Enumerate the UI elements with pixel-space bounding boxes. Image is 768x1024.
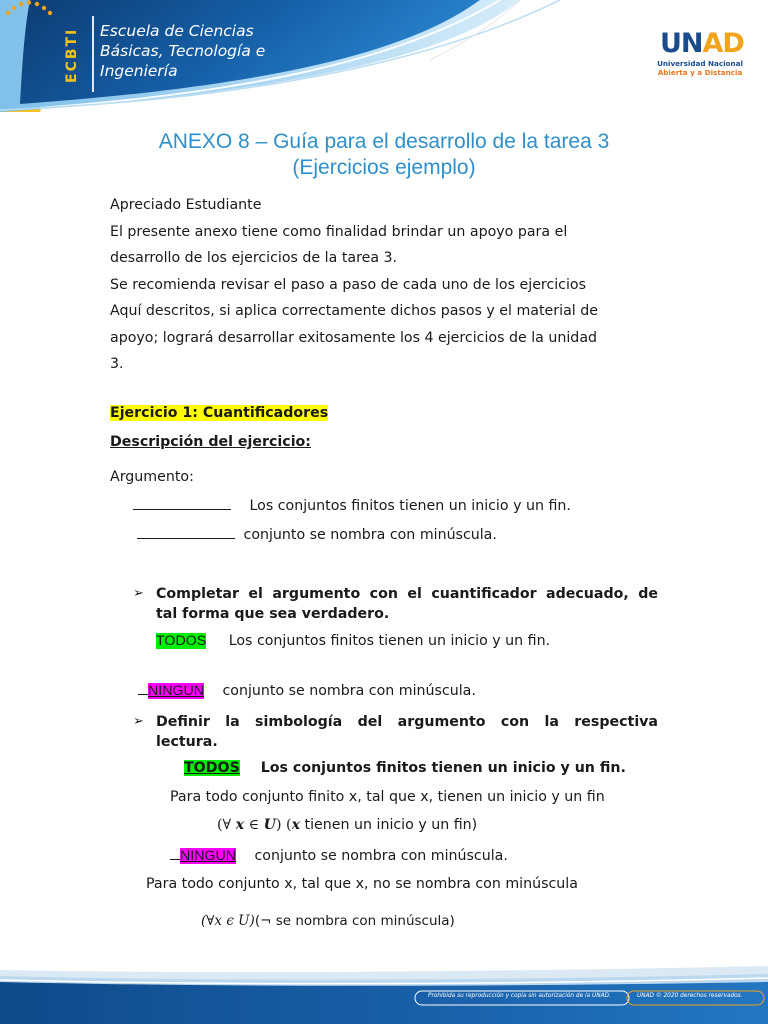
argument-line [137, 525, 497, 543]
instruction-bullet [156, 712, 658, 752]
intro-line: El presente anexo tiene como finalidad brindar un apoyo para el [110, 223, 568, 240]
answer-line [156, 633, 550, 649]
formula-line [217, 817, 477, 833]
formula-line [201, 913, 455, 929]
footer-copyright: UNAD © 2020 derechos reservados. [637, 993, 743, 999]
school-name-line: Ingeniería [100, 62, 178, 80]
formula-set: U [263, 817, 276, 833]
formula-part: ∈ [244, 817, 264, 833]
intro-paragraph [110, 192, 670, 378]
exercise-heading: Ejercicio 1: Cuantificadores [110, 405, 329, 421]
formula-part: ) ( [275, 817, 292, 833]
logo-text-accent: AD [702, 28, 744, 59]
intro-line: apoyo; logrará desarrollar exitosamente los 4 ejercicios de la unidad [110, 329, 598, 346]
blank-line [133, 496, 231, 510]
instruction-line: tal forma que sea verdadero. [156, 606, 390, 622]
unad-logo [660, 28, 744, 59]
formula-part: (∀ [217, 817, 236, 833]
quantifier-badge: NINGUN [148, 683, 204, 699]
answer-text: conjunto se nombra con minúscula. [222, 683, 476, 699]
arrow-bullet-icon: ➢ [133, 714, 144, 729]
answer-text: Los conjuntos finitos tienen un inicio y un fin. [228, 633, 551, 649]
formula-part: (¬ se nombra con minúscula) [254, 913, 455, 929]
exercise-subheading: Descripción del ejercicio: [110, 434, 311, 450]
answer-line [138, 681, 476, 699]
logo-text-main: UN [660, 28, 703, 59]
argument-text: conjunto se nombra con minúscula. [243, 527, 497, 543]
intro-line: Apreciado Estudiante [110, 197, 262, 213]
logo-subtitle-line1: Universidad Nacional [657, 59, 743, 68]
arrow-bullet-icon: ➢ [133, 586, 144, 601]
instruction-line: lectura. [156, 734, 218, 750]
school-name-line: Escuela de Ciencias [100, 22, 254, 40]
reading-text: Para todo conjunto finito x, tal que x, tienen un inicio y un fin [170, 789, 605, 805]
reading-text: Para todo conjunto x, tal que x, no se nombra con minúscula [146, 876, 578, 892]
faculty-acronym: ECBTI [64, 27, 80, 83]
quantifier-badge: TODOS [156, 633, 207, 649]
symbol-text: conjunto se nombra con minúscula. [254, 848, 508, 864]
instruction-line: Completar el argumento con el cuantificador adecuado, de [156, 586, 658, 602]
intro-line: Aquí descritos, si aplica correctamente dichos pasos y el material de [110, 303, 598, 319]
school-name [100, 21, 340, 81]
intro-line: 3. [110, 356, 124, 372]
instruction-line: Definir la simbología del argumento con la respectiva [156, 714, 658, 730]
symbol-line [170, 846, 508, 864]
formula-part: tienen un inicio y un fin) [300, 817, 478, 833]
title-line: ANEXO 8 – Guía para el desarrollo de la tarea 3 [158, 130, 610, 153]
unad-logo-dots [0, 0, 86, 64]
symbol-text: Los conjuntos finitos tienen un inicio y un fin. [260, 760, 626, 776]
blank-line [138, 681, 148, 695]
formula-variable: x [291, 817, 301, 833]
footer-notice: Prohibida su reproducción y copia sin autorización de la UNAD. [428, 993, 611, 999]
title-line: (Ejercicios ejemplo) [292, 156, 476, 179]
argument-text: Los conjuntos finitos tienen un inicio y un fin. [249, 498, 571, 514]
intro-line: Se recomienda revisar el paso a paso de cada uno de los ejercicios [110, 276, 586, 293]
header-divider [92, 16, 94, 92]
blank-line [137, 525, 235, 539]
symbol-line [184, 760, 626, 776]
blank-line [170, 846, 180, 860]
document-title [110, 129, 658, 181]
page-header [0, 0, 768, 112]
argument-label: Argumento: [110, 469, 194, 485]
instruction-bullet [156, 584, 658, 624]
formula-variable: x [235, 817, 245, 833]
logo-subtitle-line2: Abierta y a Distancia [657, 68, 743, 77]
formula-part: (∀𝑥 𝜖 𝑈) [201, 913, 255, 929]
school-name-line: Básicas, Tecnología e [100, 42, 266, 60]
argument-line [133, 496, 571, 514]
intro-line: desarrollo de los ejercicios de la tarea 3. [110, 250, 398, 266]
quantifier-badge: TODOS [184, 760, 240, 776]
quantifier-badge: NINGUN [180, 848, 236, 864]
